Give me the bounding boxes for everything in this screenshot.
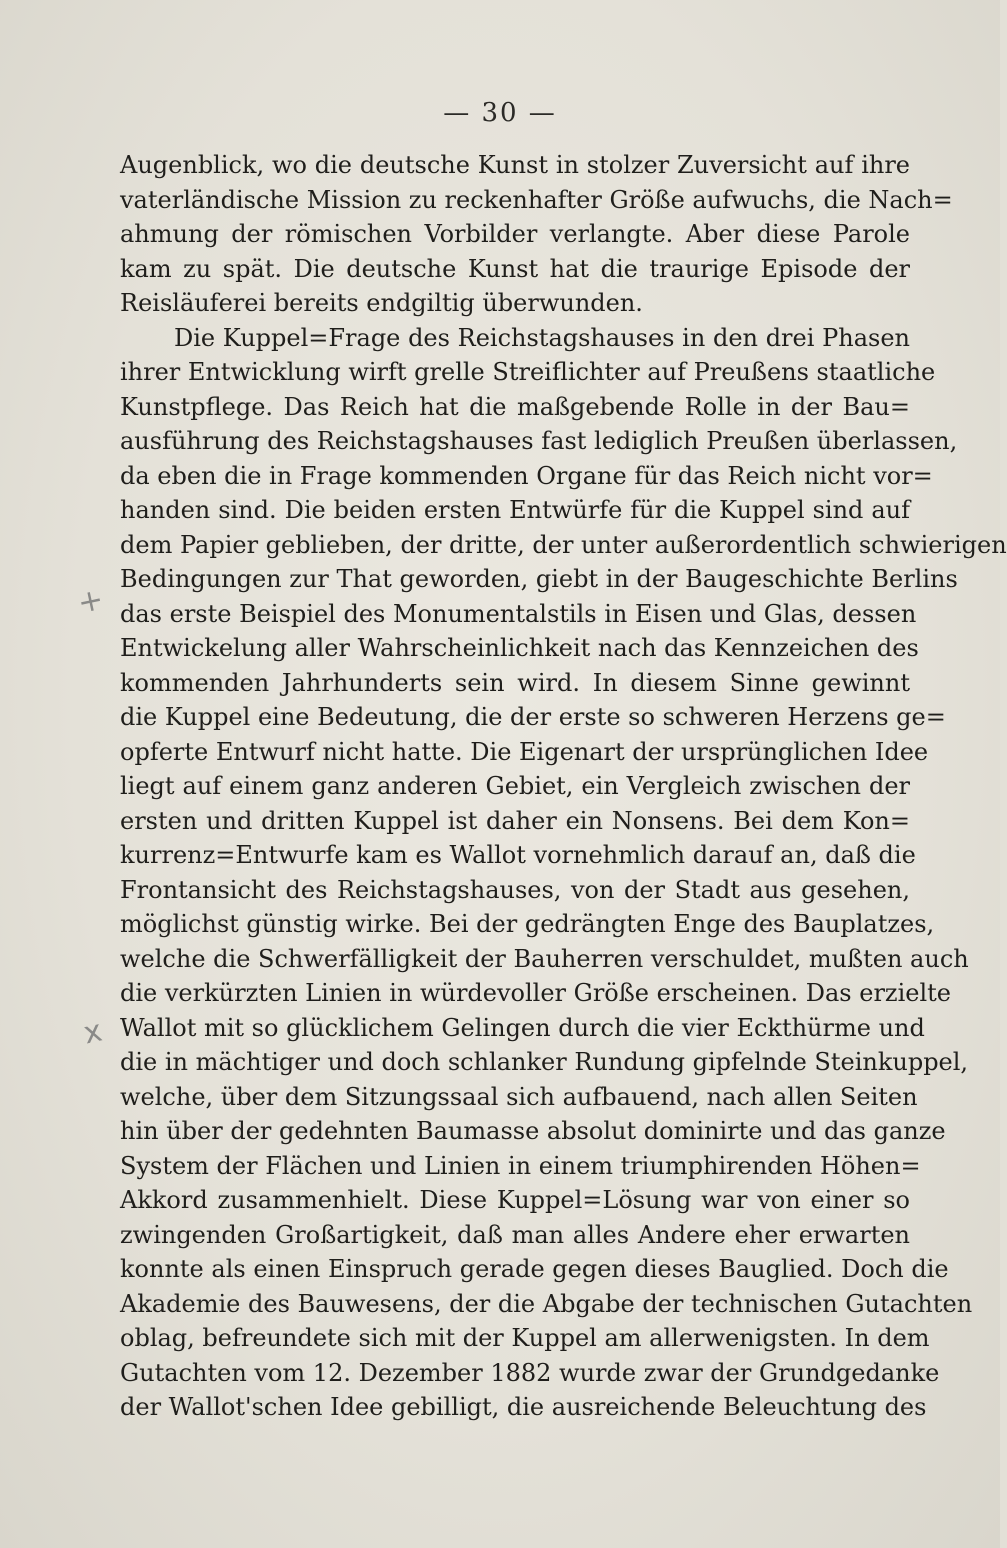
text-line: System der Flächen und Linien in einem triumphirenden Höhen= — [120, 1151, 921, 1180]
text-line: kam zu spät. Die deutsche Kunst hat die traurige Episode der — [120, 254, 910, 283]
text-line: zwingenden Großartigkeit, daß man alles Andere eher erwarten — [120, 1220, 910, 1249]
text-line: welche, über dem Sitzungssaal sich aufbauend, nach allen Seiten — [120, 1082, 918, 1111]
text-line: handen sind. Die beiden ersten Entwürfe für die Kuppel sind auf — [120, 496, 910, 524]
text-line: kurrenz=Entwurfe kam es Wallot vornehmlich darauf an, daß die — [120, 841, 916, 869]
text-line: welche die Schwerfälligkeit der Bauherren verschuldet, mußten auch — [120, 944, 969, 973]
text-line: oblag, befreundete sich mit der Kuppel am allerwenigsten. In dem — [120, 1324, 930, 1352]
text-line: dem Papier geblieben, der dritte, der unter außerordentlich schwierigen — [120, 530, 1007, 559]
text-line: ihrer Entwicklung wirft grelle Streiflichter auf Preußens staatliche — [120, 358, 936, 386]
text-line: Die Kuppel=Frage des Reichstagshauses in den drei Phasen — [174, 323, 910, 352]
text-line: Bedingungen zur That geworden, giebt in der Baugeschichte Berlins — [120, 565, 958, 593]
text-line: opferte Entwurf nicht hatte. Die Eigenart der ursprünglichen Idee — [120, 737, 929, 766]
text-line: vaterländische Mission zu reckenhafter Größe aufwuchs, die Nach= — [120, 185, 953, 214]
text-line: Wallot mit so glücklichem Gelingen durch die vier Eckthürme und — [120, 1013, 925, 1042]
text-line: hin über der gedehnten Baumasse absolut dominirte und das ganze — [120, 1117, 946, 1145]
text-line: Entwickelung aller Wahrscheinlichkeit nach das Kennzeichen des — [120, 634, 919, 662]
text-line: die in mächtiger und doch schlanker Rundung gipfelnde Steinkuppel, — [120, 1048, 969, 1076]
text-line: Akademie des Bauwesens, der die Abgabe der technischen Gutachten — [120, 1289, 973, 1318]
text-line: ahmung der römischen Vorbilder verlangte. Aber diese Parole — [120, 220, 910, 248]
text-line: liegt auf einem ganz anderen Gebiet, ein Vergleich zwischen der — [120, 772, 910, 800]
margin-pencil-mark: + — [74, 581, 107, 622]
text-line: Gutachten vom 12. Dezember 1882 wurde zwar der Grundgedanke — [120, 1358, 940, 1387]
text-line: ersten und dritten Kuppel ist daher ein Nonsens. Bei dem Kon= — [120, 806, 910, 835]
text-line: Reisläuferei bereits endgiltig überwunden. — [120, 289, 643, 317]
margin-pencil-mark: x — [80, 1013, 106, 1052]
text-line: Frontansicht des Reichstagshauses, von der Stadt aus gesehen, — [120, 875, 910, 904]
text-line: möglichst günstig wirke. Bei der gedrängten Enge des Bauplatzes, — [120, 910, 935, 938]
text-line: kommenden Jahrhunderts sein wird. In diesem Sinne gewinnt — [120, 668, 910, 697]
text-line: da eben die in Frage kommenden Organe für das Reich nicht vor= — [120, 461, 933, 490]
text-line: die verkürzten Linien in würdevoller Größe erscheinen. Das erzielte — [120, 979, 951, 1007]
text-line: ausführung des Reichstagshauses fast lediglich Preußen überlassen, — [120, 427, 958, 455]
text-line: Kunstpflege. Das Reich hat die maßgebende Rolle in der Bau= — [120, 392, 910, 421]
text-line: das erste Beispiel des Monumentalstils in Eisen und Glas, dessen — [120, 599, 917, 628]
page-number-header: — 30 — — [443, 98, 557, 128]
body-text — [120, 148, 1007, 1425]
text-line: konnte als einen Einspruch gerade gegen dieses Bauglied. Doch die — [120, 1255, 949, 1283]
text-line: der Wallot'schen Idee gebilligt, die ausreichende Beleuchtung des — [120, 1393, 927, 1421]
text-line: Augenblick, wo die deutsche Kunst in stolzer Zuversicht auf ihre — [120, 151, 910, 179]
text-line: Akkord zusammenhielt. Diese Kuppel=Lösung war von einer so — [120, 1186, 910, 1214]
text-line: die Kuppel eine Bedeutung, die der erste so schweren Herzens ge= — [120, 703, 946, 731]
